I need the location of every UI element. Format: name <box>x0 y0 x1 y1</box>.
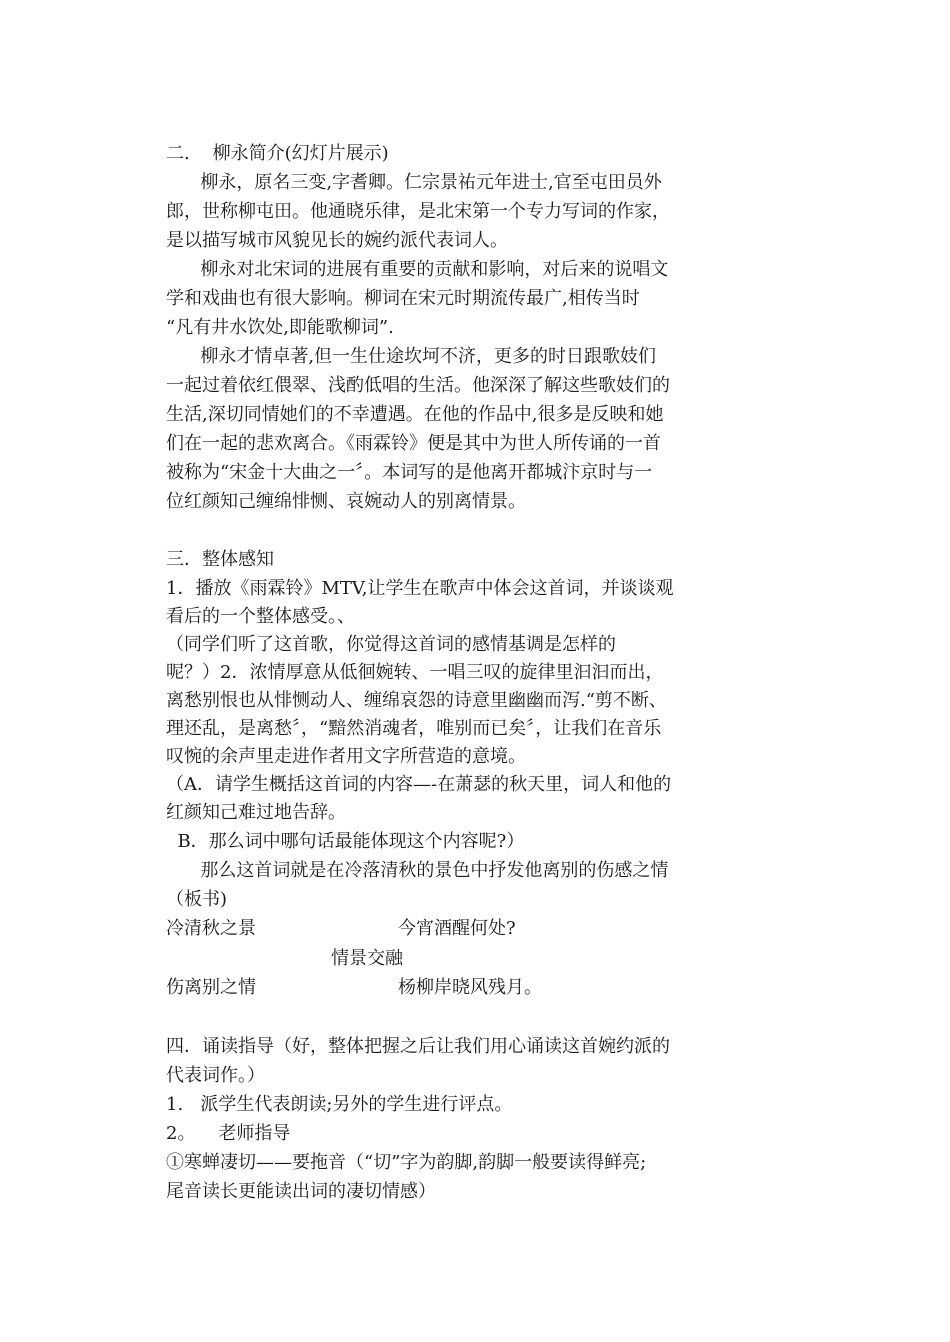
section2-p2-line1: 柳永对北宋词的进展有重要的贡献和影响，对后来的说唱文 <box>166 259 669 280</box>
section2-p1-line1: 柳永，原名三变,字耆卿。仁宗景祐元年进士,官至屯田员外 <box>166 172 662 193</box>
section2-p3-line2: 一起过着依红偎翠、浅酌低唱的生活。他深深了解这些歌妓们的 <box>166 375 670 396</box>
section2-p2-line2: 学和戏曲也有很大影响。柳词在宋元时期流传最广,相传当时 <box>166 288 640 309</box>
section2-p3-line1: 柳永才情卓著,但一生仕途坎坷不济，更多的时日跟歌妓们 <box>166 346 657 367</box>
section3-line8: （A．请学生概括这首词的内容—-在萧瑟的秋天里，词人和他的 <box>166 774 672 795</box>
section3-line9: 红颜知己难过地告辞。 <box>166 802 346 823</box>
section4-heading-line1: 四．诵读指导（好，整体把握之后让我们用心诵读这首婉约派的 <box>166 1036 670 1057</box>
section2-p2-line3: “凡有井水饮处,即能歌柳词”. <box>166 317 394 338</box>
section3-line7: 叹惋的余声里走进作者用文字所营造的意境。 <box>166 746 526 767</box>
section3-line4: 呢？）2．浓情厚意从低徊婉转、一唱三叹的旋律里汩汩而出， <box>166 662 664 683</box>
section2-p3-line5: 被称为“宋金十大曲之一〞。本词写的是他离开都城汴京时与一 <box>166 462 653 483</box>
board-left1: 冷清秋之景 <box>166 918 256 939</box>
section3-line10: B．那么词中哪句话最能体现这个内容呢?） <box>166 831 525 852</box>
section4-line1: 1. 派学生代表朗读;另外的学生进行评点。 <box>166 1094 513 1115</box>
section2-p1-line2: 郎，世称柳屯田。他通晓乐律，是北宋第一个专力写词的作家， <box>166 201 670 222</box>
section3-line11: 那么这首词就是在冷落清秋的景色中抒发他离别的伤感之情 <box>166 860 669 881</box>
section3-line6: 理还乱，是离愁〞，“黯然消魂者，唯别而已矣〞，让我们在音乐 <box>166 718 662 739</box>
board-left2: 伤离别之情 <box>166 977 256 998</box>
section2-p3-line6: 位红颜知己缠绵悱恻、哀婉动人的别离情景。 <box>166 491 526 512</box>
section3-line12: （板书) <box>166 889 228 910</box>
board-right1: 今宵酒醒何处? <box>398 918 516 939</box>
section2-heading: 二. 柳永简介(幻灯片展示) <box>166 143 389 164</box>
section4-line4: 尾音读长更能读出词的凄切情感） <box>166 1181 436 1202</box>
section3-line3: （同学们听了这首歌，你觉得这首词的感情基调是怎样的 <box>166 634 616 655</box>
section4-line2: 2。 老师指导 <box>166 1123 291 1144</box>
section2-p1-line3: 是以描写城市风貌见长的婉约派代表词人。 <box>166 230 508 251</box>
section4-line3: ①寒蝉凄切——要拖音（“切”字为韵脚,韵脚一般要读得鲜亮; <box>166 1152 647 1173</box>
section3-line5: 离愁别恨也从悱恻动人、缠绵哀怨的诗意里幽幽而泻.“剪不断、 <box>166 690 667 711</box>
section4-heading-line2: 代表词作。） <box>166 1065 265 1086</box>
section3-line2: 看后的一个整体感受。、 <box>166 606 355 627</box>
board-center: 情景交融 <box>331 948 403 969</box>
section3-line1: 1．播放《雨霖铃》MTV,让学生在歌声中体会这首词，并谈谈观 <box>166 578 674 599</box>
section2-p3-line3: 生活,深切同情她们的不幸遭遇。在他的作品中,很多是反映和她 <box>166 404 664 425</box>
section3-heading: 三．整体感知 <box>166 549 274 570</box>
section2-p3-line4: 们在一起的悲欢离合。《雨霖铃》便是其中为世人所传诵的一首 <box>166 433 661 454</box>
board-right2: 杨柳岸晓风残月。 <box>398 977 542 998</box>
